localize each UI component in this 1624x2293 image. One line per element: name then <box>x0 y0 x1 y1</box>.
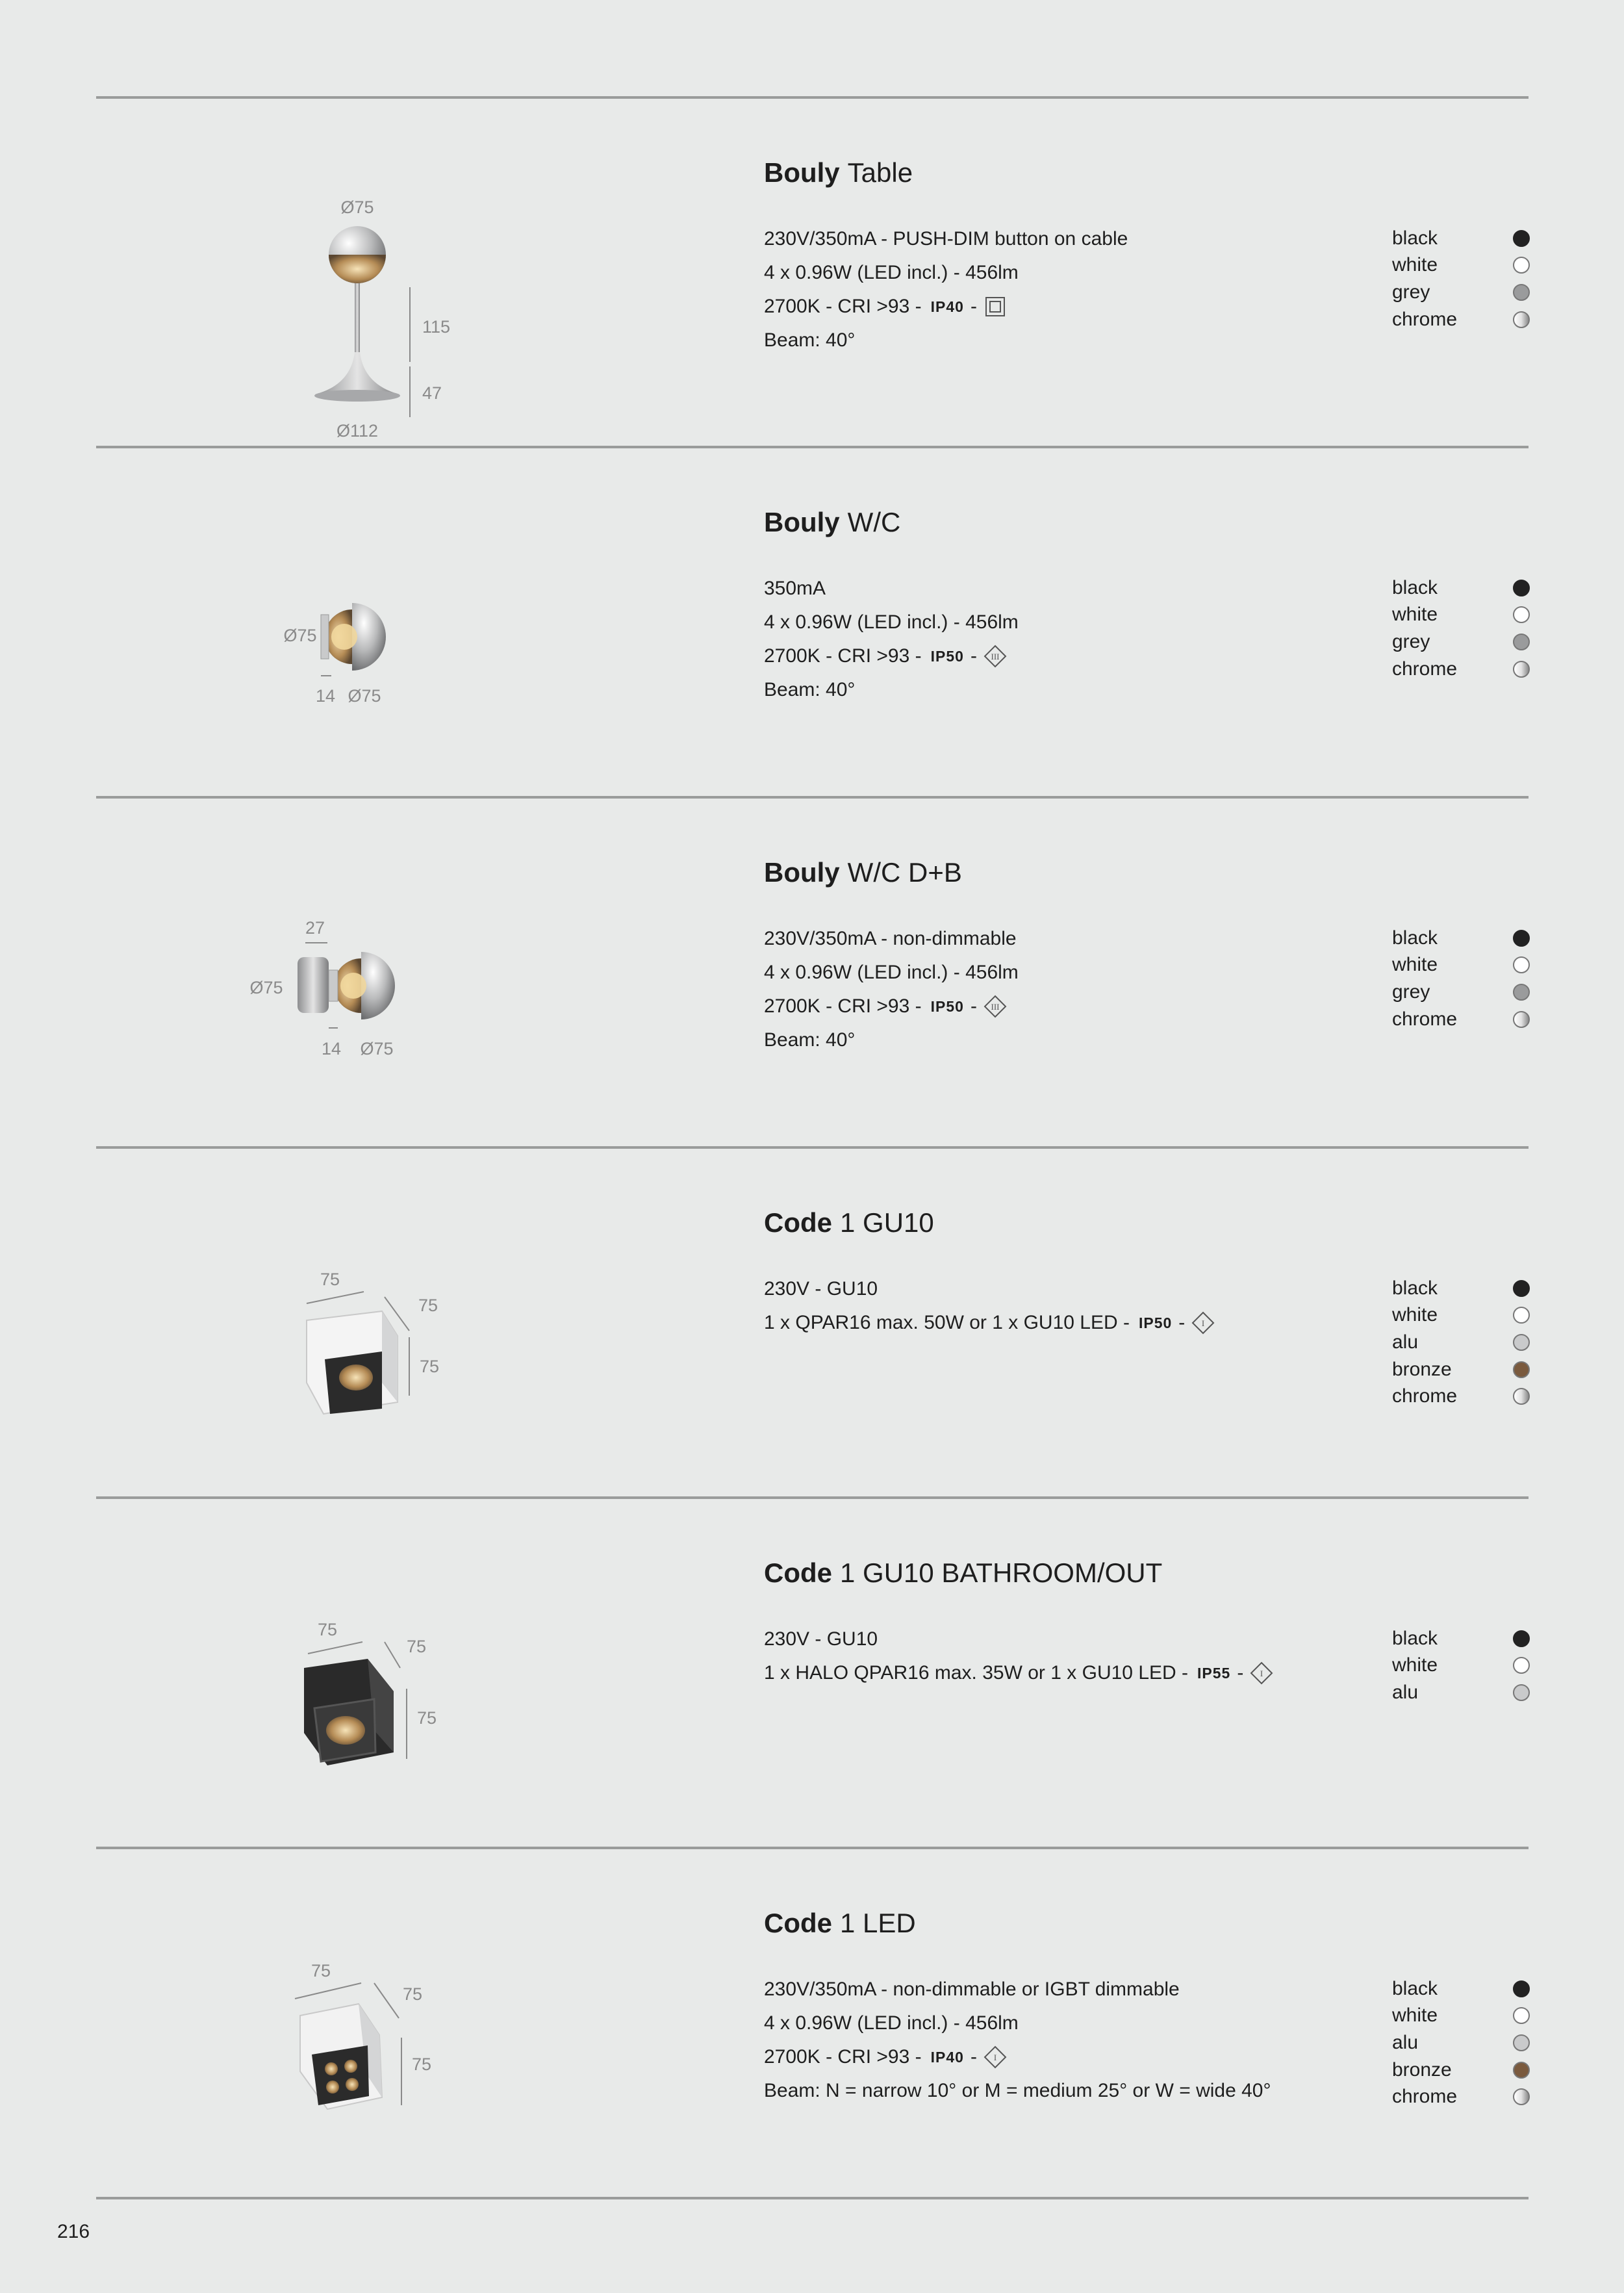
color-label: white <box>1392 954 1438 976</box>
color-label: alu <box>1392 1681 1419 1703</box>
product-title: Bouly W/C <box>764 507 901 537</box>
dim-label: 75 <box>418 1296 438 1315</box>
dim-label: Ø75 <box>340 198 374 217</box>
led-cube-spot-drawing <box>247 1888 481 2161</box>
dim-label: 75 <box>320 1270 340 1289</box>
product-code-1-gu10-bathroom <box>0 1499 1624 1849</box>
spec-line: Beam: 40° <box>764 679 856 700</box>
product-title: Bouly W/C D+B <box>764 857 962 888</box>
wall-ceiling-sphere-drawing <box>247 487 481 760</box>
color-option-white <box>1392 952 1530 979</box>
color-option-black <box>1392 925 1530 952</box>
color-option-white <box>1392 2003 1530 2030</box>
product-title: Code 1 GU10 <box>764 1207 934 1238</box>
color-label: chrome <box>1392 658 1458 680</box>
color-swatch-grey <box>1513 284 1530 301</box>
color-label: grey <box>1392 980 1430 1003</box>
color-option-alu <box>1392 1679 1530 1706</box>
color-swatch-black <box>1513 580 1530 596</box>
spec-line: 2700K - CRI >93 - IP40 - <box>764 290 1128 324</box>
class-3-icon <box>983 645 1007 668</box>
svg-text:III: III <box>991 652 1000 661</box>
color-options <box>1392 1275 1530 1410</box>
dim-label: Ø75 <box>348 686 381 706</box>
spec-line: 230V/350mA - PUSH-DIM button on cable <box>764 228 1128 250</box>
color-label: white <box>1392 2005 1438 2027</box>
color-label: chrome <box>1392 1008 1458 1030</box>
white-cube-spot-drawing <box>247 1188 481 1461</box>
ip-rating: IP50 <box>930 998 964 1015</box>
product-title: Code 1 LED <box>764 1908 916 1938</box>
color-option-chrome <box>1392 306 1530 333</box>
color-option-black <box>1392 574 1530 602</box>
spec-line: 230V/350mA - non-dimmable <box>764 928 1017 949</box>
color-label: chrome <box>1392 1385 1458 1407</box>
page-number: 216 <box>57 2221 90 2242</box>
color-label: white <box>1392 254 1438 276</box>
spec-line: 350mA <box>764 578 826 599</box>
color-option-alu <box>1392 1329 1530 1356</box>
color-options <box>1392 1625 1530 1706</box>
color-label: grey <box>1392 281 1430 303</box>
color-option-black <box>1392 1625 1530 1652</box>
color-option-black <box>1392 1275 1530 1302</box>
spec-line: 2700K - CRI >93 - IP50 - III <box>764 639 1019 673</box>
color-option-grey <box>1392 979 1530 1006</box>
color-option-chrome <box>1392 2083 1530 2110</box>
color-label: bronze <box>1392 2058 1452 2081</box>
spec-line: 4 x 0.96W (LED incl.) - 456lm <box>764 611 1019 633</box>
color-swatch-chrome <box>1513 311 1530 328</box>
ip-rating: IP50 <box>1138 1314 1173 1331</box>
black-cube-spot-drawing <box>247 1538 481 1811</box>
product-bouly-wc <box>0 448 1624 798</box>
dim-label: 47 <box>422 383 442 403</box>
color-option-bronze <box>1392 2056 1530 2084</box>
spec-line: 2700K - CRI >93 - IP50 - III <box>764 990 1019 1023</box>
ip-rating: IP40 <box>930 2049 964 2066</box>
product-bouly-wc-db <box>0 799 1624 1148</box>
color-option-white <box>1392 1302 1530 1329</box>
color-label: chrome <box>1392 2086 1458 2108</box>
color-option-chrome <box>1392 1006 1530 1033</box>
product-code-1-led <box>0 1849 1624 2199</box>
color-label: white <box>1392 1654 1438 1676</box>
spec-line: 2700K - CRI >93 - IP40 - I <box>764 2040 1271 2074</box>
color-swatch-white <box>1513 606 1530 623</box>
color-option-chrome <box>1392 656 1530 683</box>
spec-line: 1 x HALO QPAR16 max. 35W or 1 x GU10 LED - IP55 - I <box>764 1656 1273 1690</box>
class-1-icon <box>983 2045 1007 2069</box>
spec-line: Beam: 40° <box>764 329 856 351</box>
color-label: chrome <box>1392 308 1458 330</box>
spec-line: 230V - GU10 <box>764 1628 878 1650</box>
spec-line: 4 x 0.96W (LED incl.) - 456lm <box>764 262 1019 283</box>
color-swatch-chrome <box>1513 1011 1530 1028</box>
color-swatch-chrome <box>1513 661 1530 678</box>
color-label: black <box>1392 1977 1438 1999</box>
spec-list <box>764 1973 1271 2108</box>
color-option-grey <box>1392 279 1530 306</box>
dim-label: Ø75 <box>283 626 317 645</box>
ip-rating: IP50 <box>930 648 964 665</box>
spec-list <box>764 222 1128 357</box>
color-label: bronze <box>1392 1358 1452 1380</box>
color-swatch-bronze <box>1513 1361 1530 1378</box>
spec-line: 230V - GU10 <box>764 1278 878 1300</box>
svg-text:I: I <box>1260 1669 1263 1678</box>
color-option-white <box>1392 1652 1530 1680</box>
color-swatch-black <box>1513 230 1530 247</box>
color-swatch-white <box>1513 257 1530 274</box>
color-option-bronze <box>1392 1356 1530 1383</box>
color-swatch-white <box>1513 1657 1530 1674</box>
svg-text:I: I <box>1202 1318 1205 1328</box>
color-swatch-grey <box>1513 984 1530 1001</box>
color-option-white <box>1392 252 1530 279</box>
color-swatch-bronze <box>1513 2062 1530 2079</box>
color-swatch-alu <box>1513 2034 1530 2051</box>
color-options <box>1392 1975 1530 2110</box>
color-swatch-chrome <box>1513 2088 1530 2105</box>
color-label: black <box>1392 227 1438 249</box>
spec-list <box>764 922 1019 1057</box>
color-option-black <box>1392 1975 1530 2003</box>
spec-line: 4 x 0.96W (LED incl.) - 456lm <box>764 962 1019 983</box>
color-swatch-black <box>1513 1980 1530 1997</box>
table-lamp-drawing <box>247 138 481 441</box>
color-swatch-white <box>1513 956 1530 973</box>
color-option-grey <box>1392 628 1530 656</box>
ip-rating: IP55 <box>1197 1665 1231 1682</box>
dim-label: 115 <box>422 317 451 337</box>
ip-rating: IP40 <box>930 298 964 315</box>
product-bouly-table <box>0 99 1624 448</box>
dim-label: Ø75 <box>360 1039 394 1058</box>
dim-label: 75 <box>311 1961 331 1980</box>
color-label: black <box>1392 1277 1438 1299</box>
spec-list <box>764 1272 1215 1340</box>
color-label: black <box>1392 927 1438 949</box>
color-options <box>1392 574 1530 682</box>
section-divider <box>96 2197 1529 2199</box>
color-swatch-chrome <box>1513 1388 1530 1405</box>
color-label: alu <box>1392 1331 1419 1353</box>
class-2-icon <box>983 295 1007 318</box>
color-option-alu <box>1392 2029 1530 2056</box>
dim-label: 75 <box>412 2055 432 2074</box>
wall-ceiling-driver-box-drawing <box>247 838 481 1110</box>
product-title: Code 1 GU10 BATHROOM/OUT <box>764 1557 1163 1588</box>
color-label: black <box>1392 576 1438 598</box>
svg-text:I: I <box>993 2053 997 2062</box>
dim-label: 75 <box>403 1984 423 2004</box>
dim-label: 75 <box>417 1708 437 1728</box>
svg-text:III: III <box>991 1002 1000 1012</box>
color-swatch-alu <box>1513 1334 1530 1351</box>
spec-line: 230V/350mA - non-dimmable or IGBT dimmable <box>764 1979 1180 2000</box>
dim-label: 14 <box>321 1039 342 1058</box>
color-swatch-black <box>1513 930 1530 947</box>
dim-label: 75 <box>407 1637 427 1656</box>
color-swatch-grey <box>1513 634 1530 650</box>
class-1-icon <box>1191 1311 1215 1335</box>
spec-line: 4 x 0.96W (LED incl.) - 456lm <box>764 2012 1019 2034</box>
product-code-1-gu10 <box>0 1149 1624 1498</box>
spec-line: 1 x QPAR16 max. 50W or 1 x GU10 LED - IP50 - I <box>764 1306 1215 1340</box>
color-label: white <box>1392 1304 1438 1326</box>
color-label: grey <box>1392 630 1430 652</box>
spec-list <box>764 1622 1273 1690</box>
dim-label: Ø112 <box>336 421 379 441</box>
color-options <box>1392 225 1530 333</box>
color-swatch-black <box>1513 1280 1530 1297</box>
color-option-black <box>1392 225 1530 252</box>
dim-label: 27 <box>305 918 325 938</box>
color-label: white <box>1392 604 1438 626</box>
dim-label: Ø75 <box>249 978 283 997</box>
color-option-chrome <box>1392 1383 1530 1410</box>
color-option-white <box>1392 602 1530 629</box>
color-swatch-alu <box>1513 1684 1530 1701</box>
color-swatch-white <box>1513 2007 1530 2024</box>
color-label: black <box>1392 1627 1438 1649</box>
class-1-icon <box>1250 1661 1273 1685</box>
product-title: Bouly Table <box>764 157 913 188</box>
color-options <box>1392 925 1530 1032</box>
color-swatch-black <box>1513 1630 1530 1647</box>
spec-line: Beam: 40° <box>764 1029 856 1051</box>
dim-label: 75 <box>420 1357 440 1376</box>
dim-label: 75 <box>317 1620 338 1639</box>
spec-list <box>764 572 1019 707</box>
dim-label: 14 <box>315 686 336 706</box>
class-3-icon <box>983 995 1007 1018</box>
spec-line: Beam: N = narrow 10° or M = medium 25° or W = wide 40° <box>764 2080 1271 2101</box>
color-swatch-white <box>1513 1307 1530 1324</box>
color-label: alu <box>1392 2031 1419 2053</box>
